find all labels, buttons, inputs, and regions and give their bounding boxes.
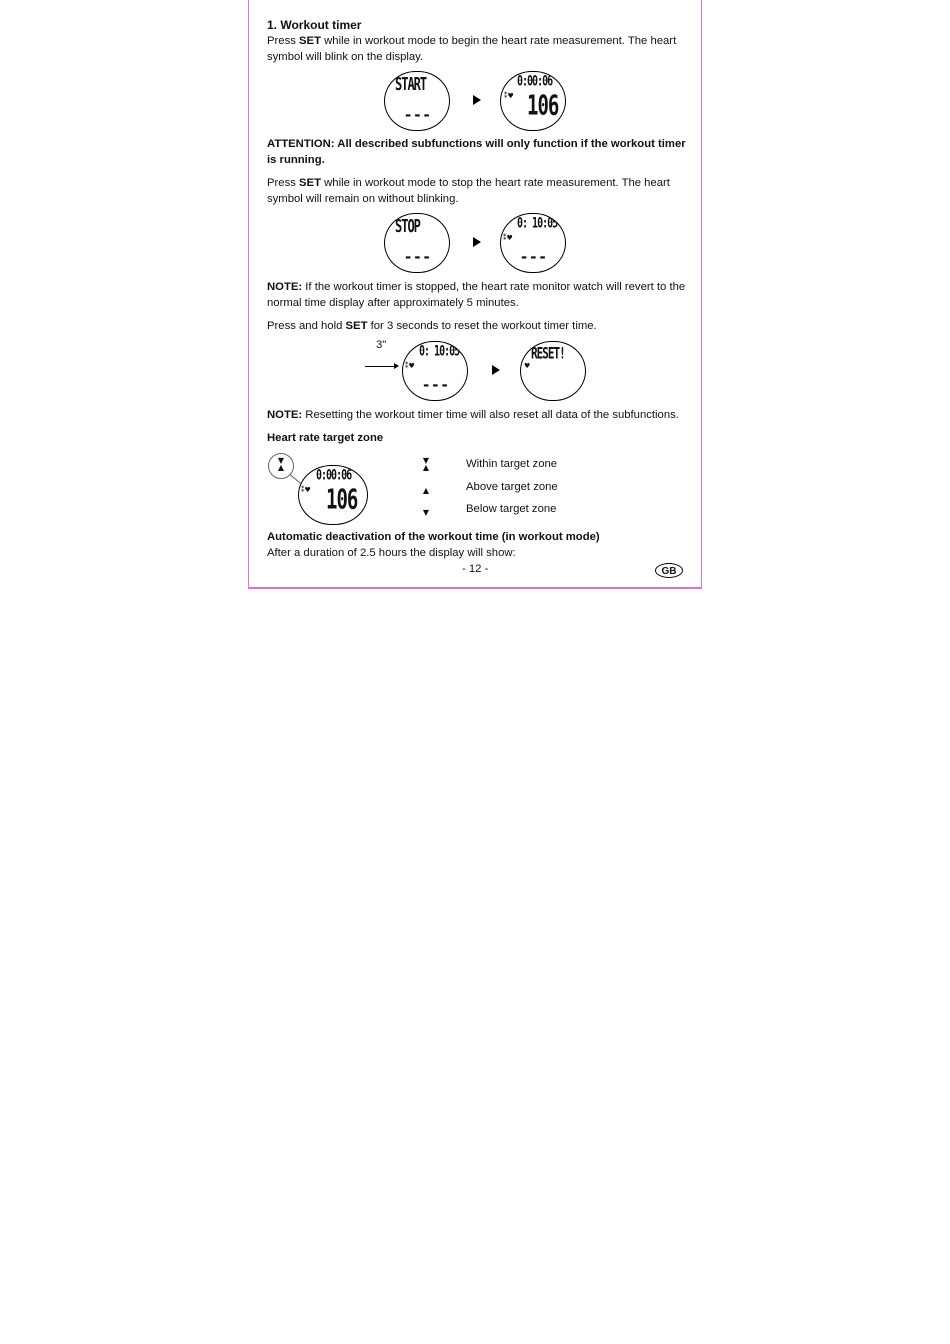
paragraph-stop: Press SET while in workout mode to stop the heart rate measurement. The heart symbol will remain on without blinking. bbox=[267, 177, 670, 205]
watch-display-stop: STOP --- bbox=[384, 213, 450, 273]
heart-icon: ⁑♥ bbox=[503, 234, 513, 242]
watch-display-stopped: ⁑♥ 0: 10:05 --- bbox=[500, 213, 566, 273]
legend-above: Above target zone bbox=[466, 481, 558, 493]
heart-rate-title: Heart rate target zone bbox=[267, 432, 384, 444]
arrow-right-icon bbox=[473, 237, 481, 247]
paragraph-start: Press SET while in workout mode to begin the heart rate measurement. The heart symbol will blink on the display. bbox=[267, 35, 677, 63]
heart-icon: ♥ bbox=[524, 362, 531, 370]
below-zone-icon: ▼ bbox=[422, 508, 430, 517]
blinking-heart-icon: ⁑♥ bbox=[504, 92, 514, 100]
attention-text: ATTENTION: All described subfunctions will only function if the workout timer is running. bbox=[267, 138, 686, 166]
section-title: 1. Workout timer bbox=[267, 18, 362, 32]
auto-deactivation-text: After a duration of 2.5 hours the display will show: bbox=[267, 547, 516, 559]
arrow-right-icon bbox=[473, 95, 481, 105]
page-number: - 12 - bbox=[462, 563, 489, 575]
note-reset: NOTE: Resetting the workout timer time will also reset all data of the subfunctions. bbox=[267, 409, 679, 421]
legend-within: Within target zone bbox=[466, 458, 558, 470]
within-zone-icon: ▼ ▲ bbox=[277, 456, 285, 472]
arrow-right-icon bbox=[492, 365, 500, 375]
hold-arrow-line bbox=[365, 366, 397, 367]
watch-display-start: START --- bbox=[384, 71, 450, 131]
watch-display-running: ⁑♥ 0:00:06 106 bbox=[500, 71, 566, 131]
hold-duration-label: 3" bbox=[376, 339, 387, 351]
within-zone-icon: ▼ ▲ bbox=[422, 456, 430, 472]
heart-icon: ⁑♥ bbox=[405, 362, 415, 370]
watch-display-hold: ⁑♥ 0: 10:05 --- bbox=[402, 341, 468, 401]
above-zone-icon: ▲ bbox=[422, 486, 430, 495]
note-stopped: NOTE: If the workout timer is stopped, the heart rate monitor watch will revert to the normal time display after approximately 5 minutes. bbox=[267, 281, 686, 309]
auto-deactivation-title: Automatic deactivation of the workout time (in workout mode) bbox=[267, 531, 600, 543]
legend-below: Below target zone bbox=[466, 503, 557, 515]
hold-arrow-head-icon bbox=[394, 363, 399, 369]
paragraph-hold: Press and hold SET for 3 seconds to reset the workout timer time. bbox=[267, 320, 597, 332]
heart-icon: ⁑♥ bbox=[301, 486, 311, 494]
watch-display-reset: ♥ RESET! bbox=[520, 341, 586, 401]
watch-display-zone: ⁑♥ 0:00:06 106 bbox=[298, 465, 368, 525]
language-badge: GB bbox=[655, 563, 683, 578]
